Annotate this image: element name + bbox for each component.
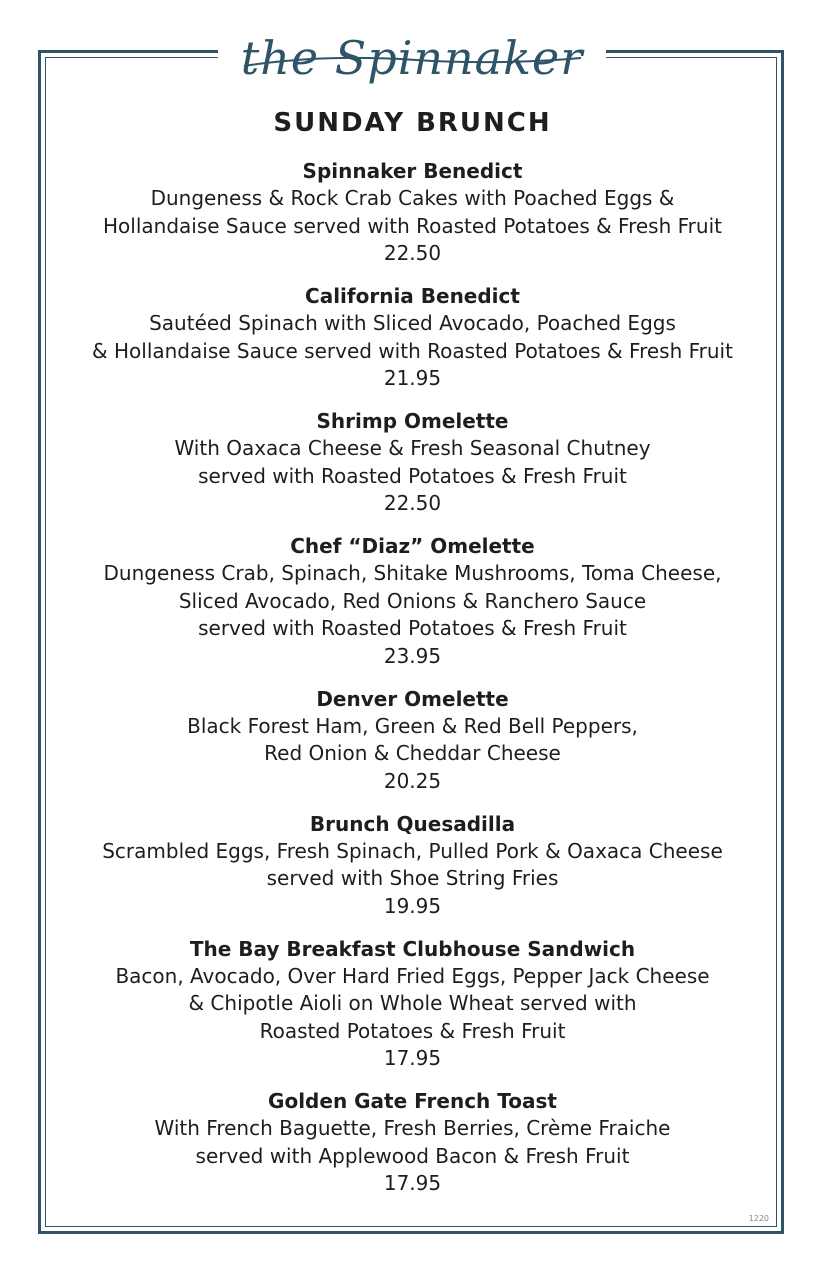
spinnaker-logo-icon [236, 18, 588, 98]
item-name: Shrimp Omelette [316, 409, 509, 433]
menu-item-spinnaker-benedict [60, 158, 765, 267]
item-name: Spinnaker Benedict [302, 159, 523, 183]
item-description: served with Roasted Potatoes & Fresh Fruit [198, 463, 627, 488]
item-description: served with Applewood Bacon & Fresh Fruit [195, 1143, 630, 1168]
item-name: Denver Omelette [316, 686, 509, 711]
item-price: 22.50 [383, 491, 442, 515]
item-price: 19.95 [383, 893, 442, 918]
item-description: Sautéed Spinach with Sliced Avocado, Poached Eggs [149, 311, 676, 335]
menu-item-california-benedict [60, 283, 765, 392]
menu-item-bay-breakfast-clubhouse-sandwich [60, 936, 765, 1073]
footer-code: 1220 [748, 1214, 769, 1223]
item-description: served with Shoe String Fries [266, 866, 559, 890]
item-name: California Benedict [305, 284, 520, 308]
item-price: 22.50 [383, 241, 442, 265]
item-description: Red Onion & Cheddar Cheese [264, 741, 561, 765]
item-name: Brunch Quesadilla [309, 811, 516, 836]
item-name: Golden Gate French Toast [268, 1089, 557, 1113]
item-description: Black Forest Ham, Green & Red Bell Peppers, [187, 713, 638, 738]
logo-text: the Spinnaker [240, 31, 584, 85]
item-description: Dungeness Crab, Spinach, Shitake Mushrooms, Toma Cheese, [103, 561, 722, 585]
item-price: 23.95 [383, 643, 442, 668]
item-price: 17.95 [383, 1046, 442, 1070]
item-description: Scrambled Eggs, Fresh Spinach, Pulled Pork & Oaxaca Cheese [102, 838, 723, 863]
item-name: Chef “Diaz” Omelette [290, 534, 535, 558]
item-description: With French Baguette, Fresh Berries, Crème Fraiche [154, 1116, 671, 1140]
item-description: Bacon, Avocado, Over Hard Fried Eggs, Pepper Jack Cheese [115, 963, 710, 988]
item-description: Dungeness & Rock Crab Cakes with Poached Eggs & [150, 186, 675, 210]
menu-list [60, 158, 765, 1213]
menu-item-golden-gate-french-toast [60, 1088, 765, 1197]
item-price: 20.25 [383, 768, 442, 793]
item-description: served with Roasted Potatoes & Fresh Fruit [198, 616, 627, 640]
menu-item-denver-omelette [60, 686, 765, 795]
page-title: SUNDAY BRUNCH [273, 108, 552, 138]
item-description: & Hollandaise Sauce served with Roasted Potatoes & Fresh Fruit [92, 338, 733, 363]
item-price: 21.95 [383, 366, 442, 390]
menu-item-shrimp-omelette [60, 408, 765, 517]
item-description: Hollandaise Sauce served with Roasted Potatoes & Fresh Fruit [103, 213, 722, 238]
menu-item-chef-diaz-omelette [60, 533, 765, 670]
item-description: Roasted Potatoes & Fresh Fruit [259, 1018, 566, 1043]
menu-item-brunch-quesadilla [60, 811, 765, 920]
item-description: With Oaxaca Cheese & Fresh Seasonal Chutney [174, 436, 651, 460]
brand-logo [236, 18, 588, 98]
item-price: 17.95 [383, 1171, 442, 1195]
item-description: Sliced Avocado, Red Onions & Ranchero Sauce [178, 588, 647, 613]
item-description: & Chipotle Aioli on Whole Wheat served with [188, 991, 637, 1015]
item-name: The Bay Breakfast Clubhouse Sandwich [189, 936, 636, 961]
